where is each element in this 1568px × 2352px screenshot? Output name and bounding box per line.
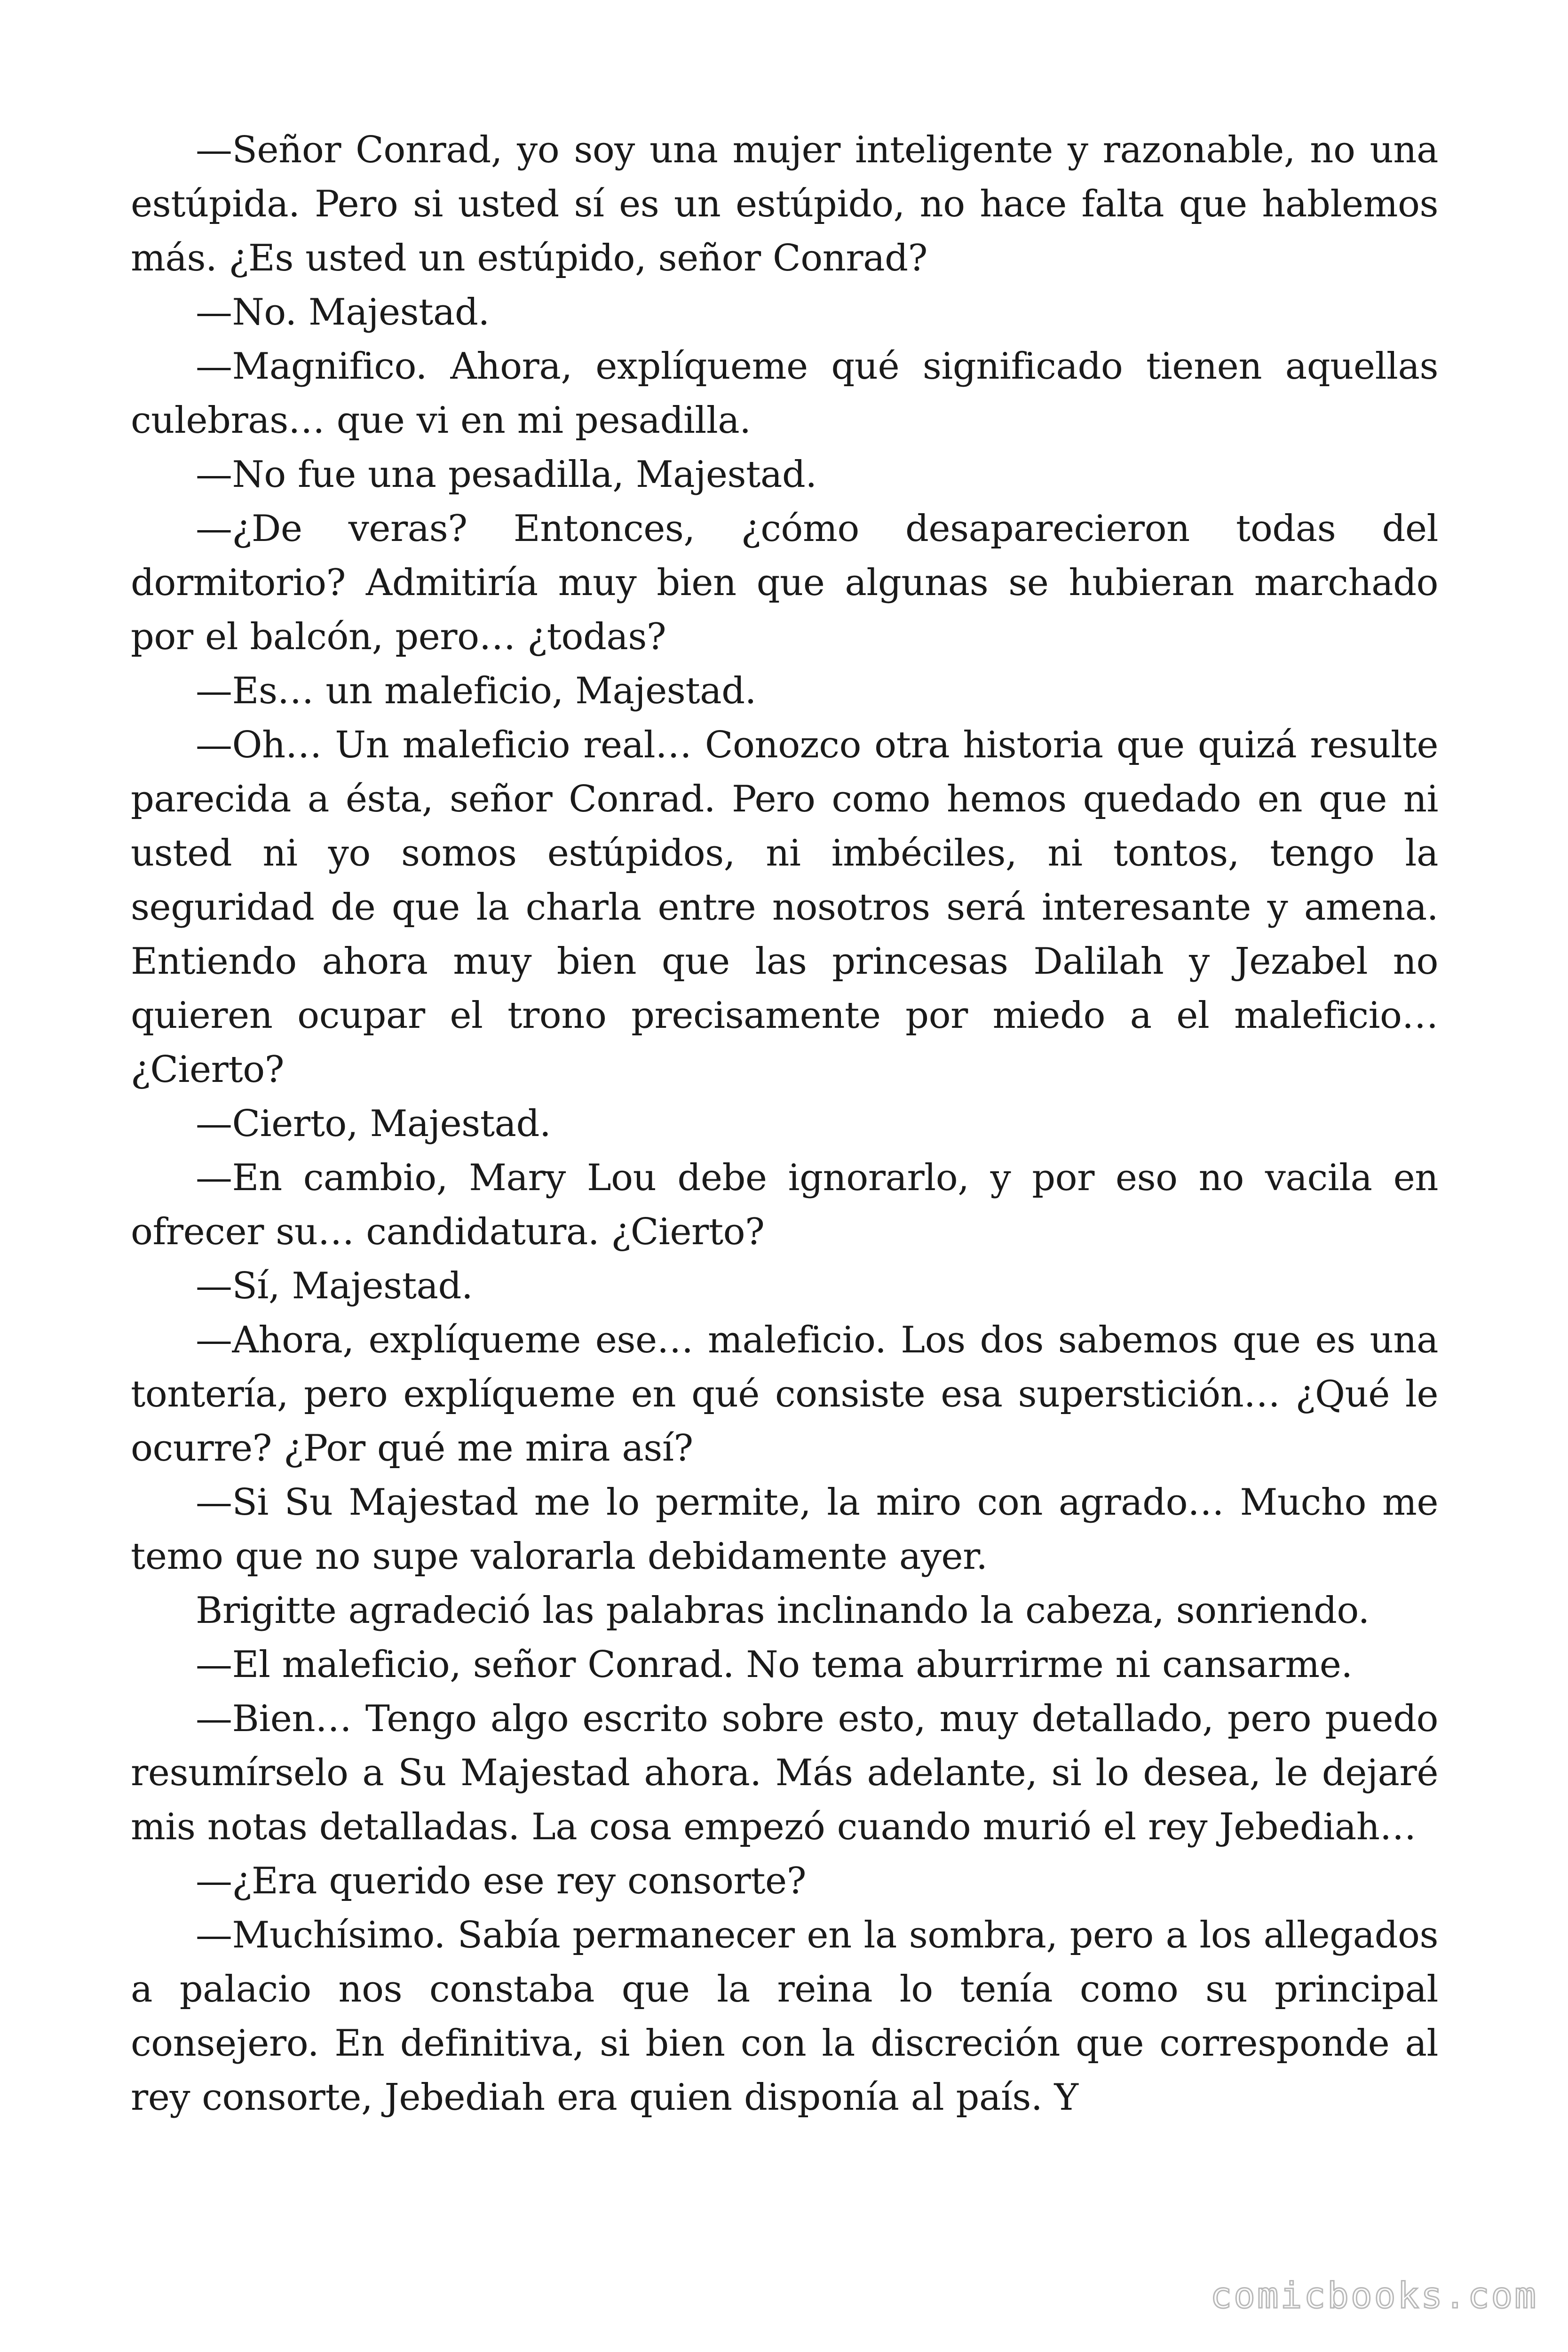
paragraph: —Es… un maleficio, Majestad.	[196, 670, 756, 712]
paragraph: —Muchísimo. Sabía permanecer en la sombra, pero a los allegados a palacio nos constaba que la reina lo tenía como su principal consejero. En definitiva, si bien con la discreción que corresponde al rey consorte, Jebediah era quien disponía al país. Y	[131, 1914, 1438, 2119]
paragraph: —¿De veras? Entonces, ¿cómo desaparecieron todas del dormitorio? Admitiría muy bien que algunas se hubieran marchado por el balcón, pero… ¿todas?	[131, 508, 1438, 658]
paragraph: —Cierto, Majestad.	[196, 1103, 551, 1145]
paragraph: —¿Era querido ese rey consorte?	[196, 1860, 807, 1902]
paragraph: —Sí, Majestad.	[196, 1265, 473, 1307]
paragraph: —En cambio, Mary Lou debe ignorarlo, y por eso no vacila en ofrecer su… candidatura. ¿Cierto?	[131, 1157, 1438, 1253]
paragraph: Brigitte agradeció las palabras inclinando la cabeza, sonriendo.	[196, 1589, 1370, 1632]
paragraph: —El maleficio, señor Conrad. No tema aburrirme ni cansarme.	[196, 1644, 1353, 1686]
paragraph: —Ahora, explíqueme ese… maleficio. Los dos sabemos que es una tontería, pero explíqueme en qué consiste esa superstición… ¿Qué le ocurre? ¿Por qué me mira así?	[131, 1319, 1438, 1470]
paragraph: —Bien… Tengo algo escrito sobre esto, muy detallado, pero puedo resumírselo a Su Majestad ahora. Más adelante, si lo desea, le dejaré mis notas detalladas. La cosa empezó cuando murió el rey Jebediah…	[131, 1698, 1438, 1848]
page-text-body	[131, 123, 1438, 2125]
watermark: comicbooks.com	[1210, 2274, 1538, 2316]
paragraph: —No. Majestad.	[196, 291, 490, 334]
paragraph: —Oh… Un maleficio real… Conozco otra historia que quizá resulte parecida a ésta, señor Conrad. Pero como hemos quedado en que ni usted ni yo somos estúpidos, ni imbéciles, ni tontos, tengo la seguridad de que la charla entre nosotros será interesante y amena. Entiendo ahora muy bien que las princesas Dalilah y Jezabel no quieren ocupar el trono precisamente por miedo a el maleficio… ¿Cierto?	[131, 724, 1438, 1091]
paragraph: —Magnifico. Ahora, explíqueme qué significado tienen aquellas culebras… que vi en mi pesadilla.	[131, 345, 1438, 442]
paragraph: —No fue una pesadilla, Majestad.	[196, 453, 817, 496]
paragraph: —Señor Conrad, yo soy una mujer inteligente y razonable, no una estúpida. Pero si usted sí es un estúpido, no hace falta que hablemos más. ¿Es usted un estúpido, señor Conrad?	[131, 129, 1438, 279]
paragraph: —Si Su Majestad me lo permite, la miro con agrado… Mucho me temo que no supe valorarla debidamente ayer.	[131, 1481, 1438, 1578]
